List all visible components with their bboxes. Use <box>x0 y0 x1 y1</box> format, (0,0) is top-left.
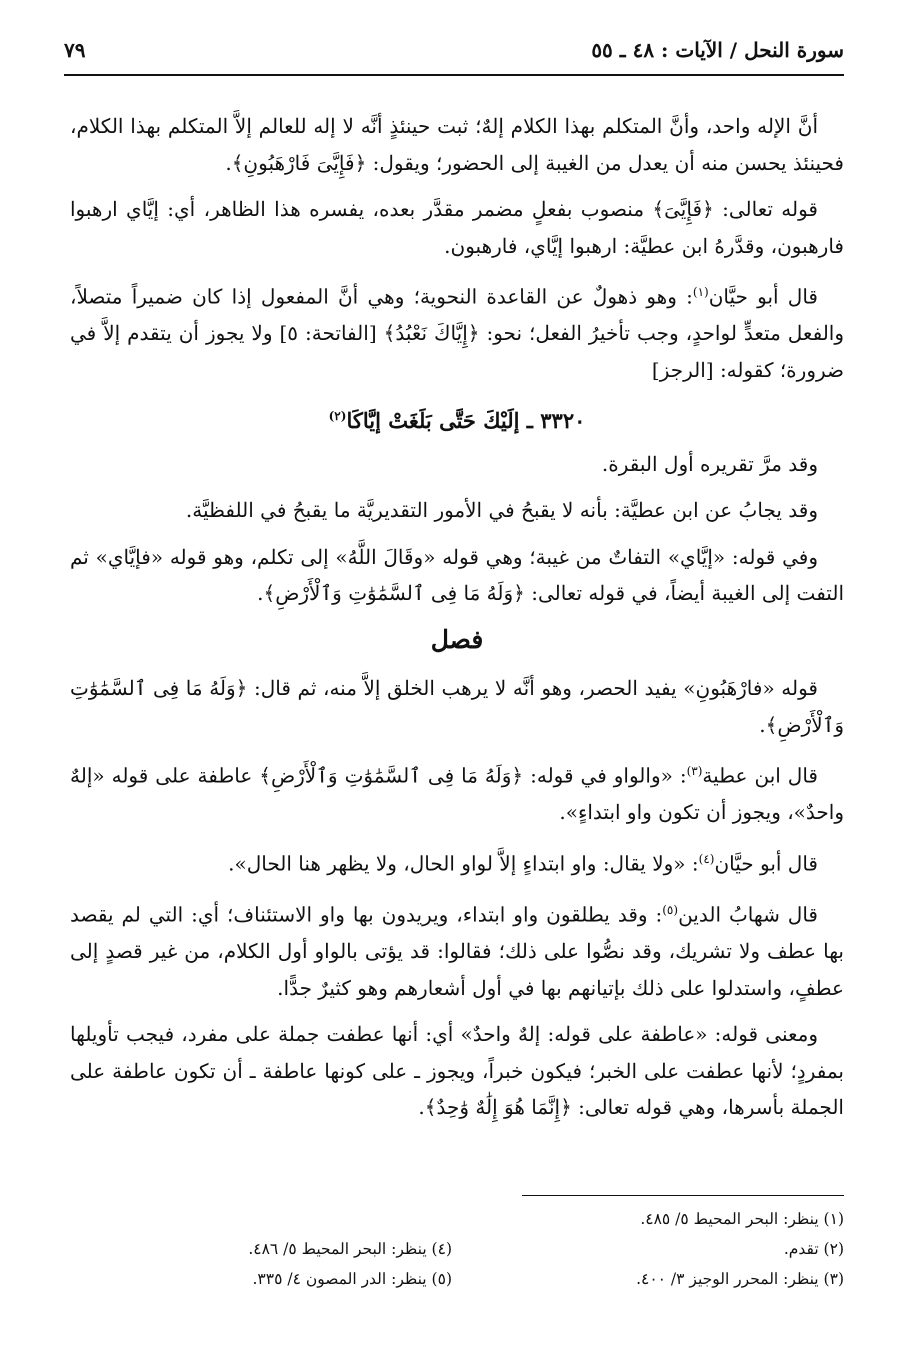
footnote-ref-3[interactable]: (٣) <box>686 764 703 779</box>
paragraph-7: قوله «فارْهَبُونِ» يفيد الحصر، وهو أنَّه لا يرهب الخلق إلاَّ منه، ثم قال: ﴿وَلَهُ مَا فِى ٱلسَّمَٰوَٰتِ وَٱلْأَرْضِ﴾. <box>70 676 844 737</box>
paragraph-4: وقد مرَّ تقريره أول البقرة. <box>601 451 818 476</box>
footnote-ref-2[interactable]: (٢) <box>328 409 347 424</box>
footnote-1: (١) ينظر: البحر المحيط ٥/ ٤٨٥. <box>640 1210 844 1228</box>
paragraph-3 <box>70 274 844 388</box>
paragraph-3-start: قال أبو حيَّان <box>708 284 818 309</box>
section-heading: فصل <box>430 624 484 654</box>
paragraph-2: قوله تعالى: ﴿فَإِيَّىَ﴾ منصوب بفعلٍ مضمر مقدَّر بعده، يفسره هذا الظاهر، أي: إيَّاي ارهبوا فارهبون، وقدَّرهُ ابن عطيَّة: ارهبوا إيَّاي، فارهبون. <box>70 197 844 258</box>
footnote-ref-5[interactable]: (٥) <box>662 902 679 917</box>
running-title: سورة النحل / الآيات : ٤٨ ـ ٥٥ <box>591 38 844 62</box>
paragraph-8-start: قال ابن عطية <box>702 763 818 788</box>
footnote-column-right <box>452 1204 844 1294</box>
paragraph-1: أنَّ الإله واحد، وأنَّ المتكلم بهذا الكلام إلهٌ؛ ثبت حينئذٍ أنَّه لا إله للعالم إلاَّ المتكلم بهذا الكلام، فحينئذ يحسن منه أن يعدل من الغيبة إلى الحضور؛ ويقول: ﴿فَإِيَّىَ فَارْهَبُونِ﴾. <box>70 114 844 175</box>
footnote-3: (٣) ينظر: المحرر الوجيز ٣/ ٤٠٠. <box>636 1270 844 1288</box>
footnote-4: (٤) ينظر: البحر المحيط ٥/ ٤٨٦. <box>248 1240 452 1258</box>
paragraph-3-rest: : وهو ذهولٌ عن القاعدة النحوية؛ وهي أنَّ المفعول إذا كان ضميراً متصلاً، والفعل متعدٍّ لواحدٍ، وجب تأخيرُ الفعل؛ نحو: ﴿إِيَّاكَ نَعْبُدُ﴾ [الفاتحة: ٥] ولا يجوز أن يتقدم إلاَّ في ضرورة؛ كقوله: [الرجز] <box>70 284 844 382</box>
paragraph-9-start: قال أبو حيَّان <box>714 851 818 876</box>
paragraph-6: وفي قوله: «إيَّاي» التفاتٌ من غيبة؛ وهي قوله «وقَالَ اللَّهُ» إلى تكلم، وهو قوله «فإيَّاي» ثم التفت إلى الغيبة أيضاً، في قوله تعالى: ﴿وَلَهُ مَا فِى ٱلسَّمَٰوَٰتِ وَٱلْأَرْضِ﴾. <box>70 544 844 606</box>
footnote-ref-4[interactable]: (٤) <box>698 851 715 866</box>
verse-text: ٣٣٢٠ ـ إلَيْكَ حَتَّى بَلَغَتْ إيَّاكَا <box>346 408 586 434</box>
paragraph-11: ومعنى قوله: «عاطفة على قوله: إلهٌ واحدٌ» أي: أنها عطفت جملة على مفرد، فيجب تأويلها بمفردٍ؛ لأنها عطفت على الخبر؛ فيكون خبراً، ويجوز ـ على كونها عاطفة ـ أن تكون عاطفة على الجملة بأسرها، وهي قوله تعالى: ﴿إِنَّمَا هُوَ إِلَٰهٌ وَٰحِدٌ﴾. <box>70 1022 844 1120</box>
paragraph-8-rest: : «والواو في قوله: ﴿وَلَهُ مَا فِى ٱلسَّمَٰوَٰتِ وَٱلْأَرْضِ﴾ عاطفة على قوله «إلهٌ واحدٌ»، ويجوز أن تكون واو ابتداءٍ». <box>70 763 844 825</box>
poetry-verse <box>70 398 844 440</box>
page-number: ٧٩ <box>64 38 86 62</box>
paragraph-9 <box>70 841 844 882</box>
footnote-ref-1[interactable]: (١) <box>692 285 709 299</box>
paragraph-5: وقد يجابُ عن ابن عطيَّة: بأنه لا يقبحُ في الأمور التقديريَّة ما يقبحُ في اللفظيَّة. <box>185 498 818 523</box>
footnote-5: (٥) ينظر: الدر المصون ٤/ ٣٣٥. <box>252 1270 452 1288</box>
paragraph-10-start: قال شهابُ الدين <box>678 902 818 927</box>
paragraph-8 <box>70 753 844 831</box>
main-text <box>70 108 844 1136</box>
paragraph-10 <box>70 892 844 1006</box>
footnote-column-left <box>60 1204 452 1294</box>
page-header <box>64 34 844 76</box>
footnote-divider <box>522 1195 844 1196</box>
paragraph-9-rest: : «ولا يقال: واو ابتداءٍ إلاَّ لواو الحال، ولا يظهر هنا الحال». <box>228 851 699 876</box>
footnote-spacer <box>60 1204 452 1234</box>
footnote-columns <box>60 1204 844 1294</box>
footnotes <box>60 1195 844 1294</box>
paragraph-10-rest: : وقد يطلقون واو ابتداء، ويريدون بها واو الاستئناف؛ أي: التي لم يقصد بها عطف ولا تشريك، وقد نصُّوا على ذلك؛ فقالوا: قد يؤتى بالواو أول الكلام، من غير قصدٍ إلى عطفٍ، واستدلوا على ذلك بإتيانهم بها في أول أشعارهم وهو كثيرٌ جدًّا. <box>70 902 844 1000</box>
footnote-2: (٢) تقدم. <box>783 1240 844 1258</box>
